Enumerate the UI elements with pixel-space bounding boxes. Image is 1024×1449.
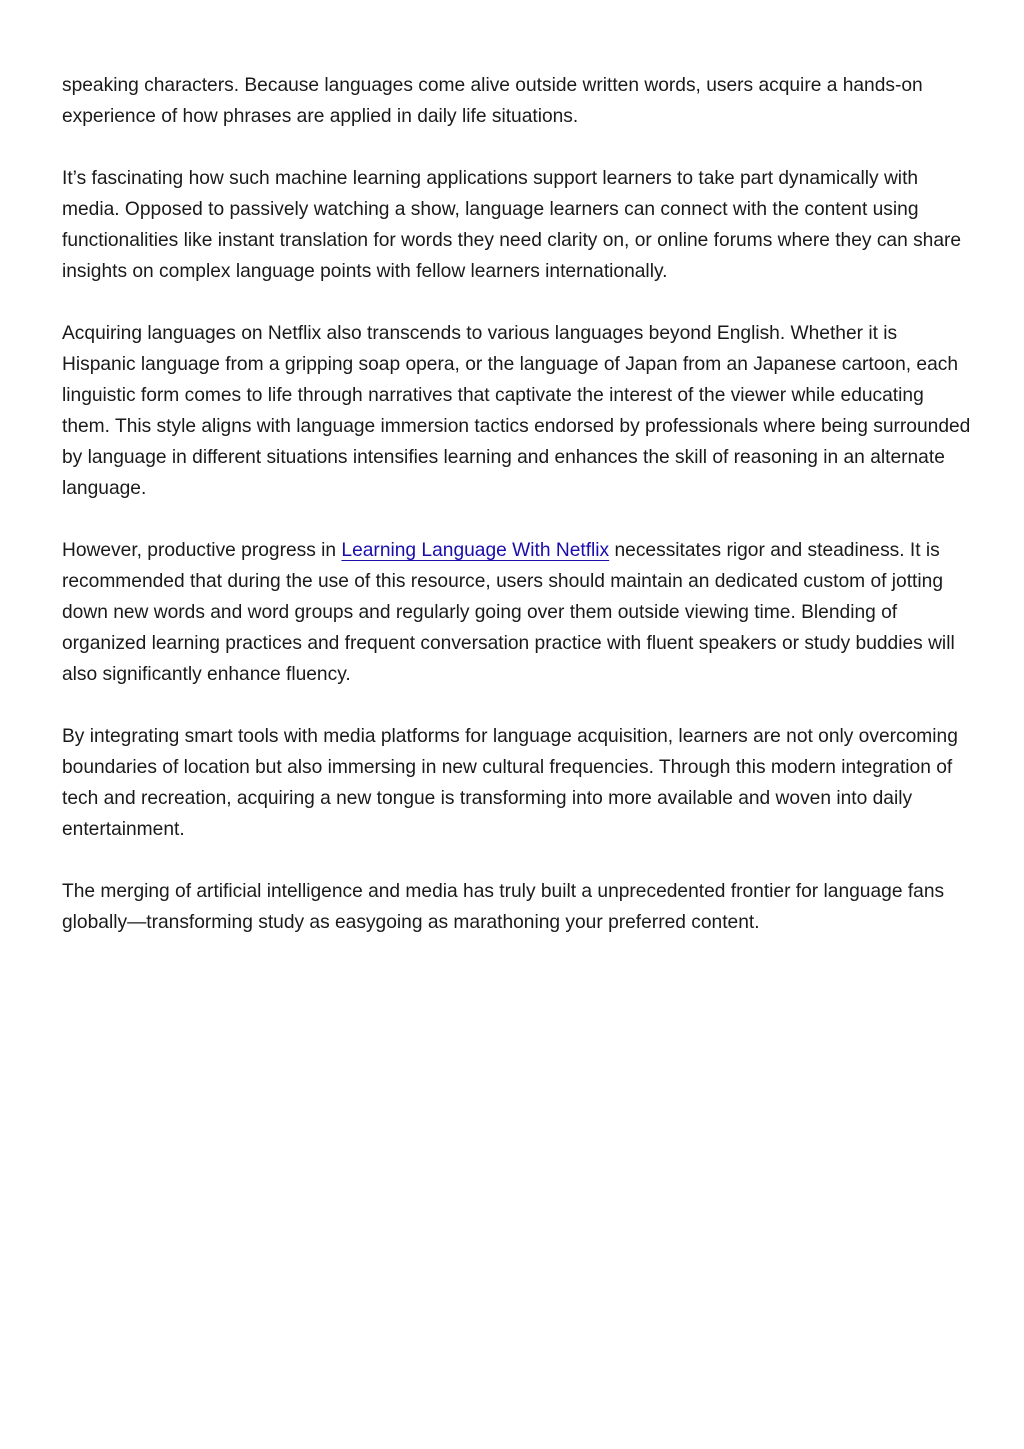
article-body	[62, 70, 972, 969]
paragraph-productive-progress	[62, 535, 972, 690]
paragraph-languages-beyond-english: Acquiring languages on Netflix also transcends to various languages beyond English. Whether it is Hispanic language from a gripping soap opera, or the language of Japan from an Japanese cartoon, each linguistic form comes to life through narratives that captivate the interest of the viewer while educating them. This style aligns with language immersion tactics endorsed by professionals where being surrounded by language in different situations intensifies learning and enhances the skill of reasoning in an alternate language.	[62, 323, 971, 499]
paragraph-merging-ai-and-media: The merging of artificial intelligence and media has truly built a unprecedented frontier for language fans globally—transforming study as easygoing as marathoning your preferred content.	[62, 881, 945, 933]
learning-language-with-netflix-link[interactable]: Learning Language With Netflix	[341, 540, 610, 561]
paragraph-text-after-link: necessitates rigor and steadiness. It is recommended that during the use of this resource, users should maintain an dedicated custom of jotting down new words and word groups and regularly going over them outside viewing time. Blending of organized learning practices and frequent conversation practice with fluent speakers or study buddies will also significantly enhance fluency.	[62, 540, 955, 685]
paragraph-speaking-characters: speaking characters. Because languages come alive outside written words, users acquire a hands-on experience of how phrases are applied in daily life situations.	[62, 75, 923, 127]
paragraph-machine-learning-applications: It’s fascinating how such machine learning applications support learners to take part dynamically with media. Opposed to passively watching a show, language learners can connect with the content using functionalities like instant translation for words they need clarity on, or online forums where they can share insights on complex language points with fellow learners internationally.	[62, 168, 962, 282]
paragraph-integrating-smart-tools: By integrating smart tools with media platforms for language acquisition, learners are not only overcoming boundaries of location but also immersing in new cultural frequencies. Through this modern integration of tech and recreation, acquiring a new tongue is transforming into more available and woven into daily entertainment.	[62, 726, 958, 840]
paragraph-text-before-link: However, productive progress in	[62, 540, 342, 561]
